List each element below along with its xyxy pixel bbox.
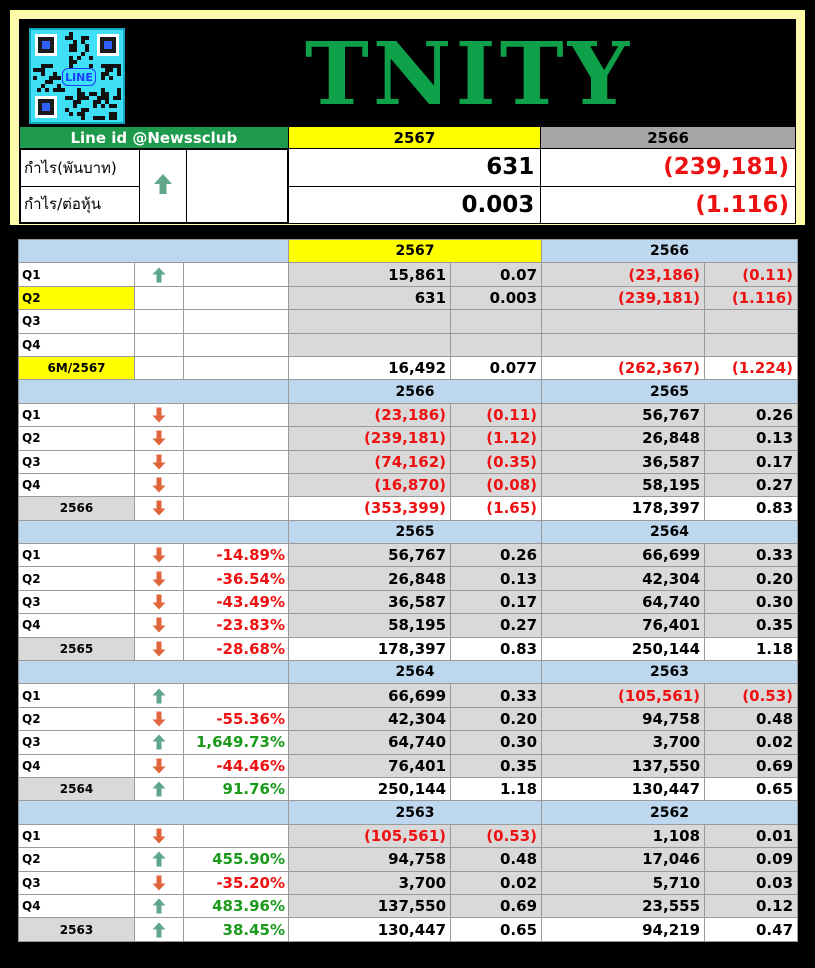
arrow-up-icon <box>152 851 166 867</box>
arrow-up-icon <box>153 180 173 199</box>
eps-previous-cell <box>705 333 798 356</box>
profit-previous-cell: 23,555 <box>542 894 705 917</box>
trend-cell <box>135 614 184 637</box>
table-row <box>19 356 798 379</box>
summary-empty-cell <box>187 150 288 223</box>
table-row <box>19 848 798 871</box>
yoy-change-cell <box>184 824 289 847</box>
eps-current-cell: 0.17 <box>451 590 542 613</box>
eps-previous-cell: 0.30 <box>705 590 798 613</box>
yoy-change-cell: -28.68% <box>184 637 289 660</box>
table-row <box>19 754 798 777</box>
eps-previous-cell: 0.03 <box>705 871 798 894</box>
section-header-spacer <box>19 661 289 684</box>
arrow-down-icon <box>152 547 166 563</box>
yoy-change-cell <box>184 497 289 520</box>
period-label: Q4 <box>19 754 135 777</box>
line-qr-code[interactable] <box>29 28 125 124</box>
arrow-down-icon <box>152 641 166 657</box>
profit-previous-cell <box>542 333 705 356</box>
eps-previous-cell: 0.47 <box>705 918 798 941</box>
period-label: Q2 <box>19 427 135 450</box>
qr-corner-marker <box>35 34 57 56</box>
trend-cell <box>135 918 184 941</box>
period-label: Q1 <box>19 544 135 567</box>
qr-corner-marker <box>35 96 57 118</box>
table-row <box>19 450 798 473</box>
eps-current-cell: 0.003 <box>451 286 542 309</box>
section-header-row <box>19 380 798 403</box>
yoy-change-cell: 483.96% <box>184 894 289 917</box>
eps-current-cell: 0.48 <box>451 848 542 871</box>
summary-trend-cell <box>140 150 187 223</box>
profit-current-cell: (105,561) <box>289 824 451 847</box>
eps-current-cell: 0.69 <box>451 894 542 917</box>
section-year-previous: 2562 <box>542 801 798 824</box>
arrow-down-icon <box>152 617 166 633</box>
summary-year-previous: 2566 <box>541 127 796 149</box>
eps-current-cell: 1.18 <box>451 777 542 800</box>
eps-current-cell: 0.20 <box>451 707 542 730</box>
eps-previous-cell: (1.116) <box>705 286 798 309</box>
profit-current-cell: 58,195 <box>289 614 451 637</box>
eps-previous-cell: 0.83 <box>705 497 798 520</box>
section-year-previous: 2566 <box>542 240 798 263</box>
profit-previous-cell: 66,699 <box>542 544 705 567</box>
eps-previous-cell: (0.11) <box>705 263 798 286</box>
arrow-down-icon <box>152 594 166 610</box>
eps-current-cell: 0.83 <box>451 637 542 660</box>
profit-previous-cell: 26,848 <box>542 427 705 450</box>
profit-current-cell: (16,870) <box>289 473 451 496</box>
yoy-change-cell <box>184 450 289 473</box>
table-row <box>19 310 798 333</box>
profit-previous-cell: 76,401 <box>542 614 705 637</box>
profit-current-cell: 15,861 <box>289 263 451 286</box>
trend-cell <box>135 848 184 871</box>
profit-current-cell: (74,162) <box>289 450 451 473</box>
eps-previous-cell: 0.65 <box>705 777 798 800</box>
section-header-spacer <box>19 380 289 403</box>
profit-previous-cell: 94,758 <box>542 707 705 730</box>
eps-label: กำไร/ต่อหุ้น <box>21 186 140 223</box>
yoy-change-cell: -55.36% <box>184 707 289 730</box>
line-logo-badge: LINE <box>62 68 96 86</box>
header-panel <box>10 10 805 225</box>
profit-current-cell: 178,397 <box>289 637 451 660</box>
eps-current-cell: 0.02 <box>451 871 542 894</box>
eps-previous-cell: 0.35 <box>705 614 798 637</box>
section-year-current: 2566 <box>289 380 542 403</box>
arrow-up-icon <box>152 922 166 938</box>
eps-previous-cell: 0.01 <box>705 824 798 847</box>
profit-previous-cell: 130,447 <box>542 777 705 800</box>
arrow-down-icon <box>152 828 166 844</box>
eps-current-cell <box>451 310 542 333</box>
profit-previous-cell: 250,144 <box>542 637 705 660</box>
arrow-down-icon <box>152 571 166 587</box>
period-label: Q1 <box>19 824 135 847</box>
yoy-change-cell: 455.90% <box>184 848 289 871</box>
period-label: Q2 <box>19 567 135 590</box>
trend-cell <box>135 310 184 333</box>
trend-cell <box>135 731 184 754</box>
profit-previous-cell: (105,561) <box>542 684 705 707</box>
profit-current-cell <box>289 333 451 356</box>
profit-current-cell: (23,186) <box>289 403 451 426</box>
yoy-change-cell <box>184 333 289 356</box>
section-header-row <box>19 801 798 824</box>
profit-previous-cell: 58,195 <box>542 473 705 496</box>
profit-current-cell: 250,144 <box>289 777 451 800</box>
table-row <box>19 544 798 567</box>
eps-previous-cell: 0.48 <box>705 707 798 730</box>
arrow-up-icon <box>152 267 166 283</box>
eps-current-value: 0.003 <box>288 186 541 224</box>
summary-labels-cell <box>20 149 289 224</box>
arrow-down-icon <box>152 407 166 423</box>
eps-current-cell: 0.26 <box>451 544 542 567</box>
yoy-change-cell <box>184 427 289 450</box>
eps-previous-cell: 0.33 <box>705 544 798 567</box>
trend-cell <box>135 263 184 286</box>
profit-current-cell: 137,550 <box>289 894 451 917</box>
profit-previous-cell: 56,767 <box>542 403 705 426</box>
profit-previous-cell: 94,219 <box>542 918 705 941</box>
profit-current-value: 631 <box>288 149 541 187</box>
eps-previous-cell: 0.20 <box>705 567 798 590</box>
yoy-change-cell: 91.76% <box>184 777 289 800</box>
yoy-change-cell <box>184 310 289 333</box>
period-label: Q1 <box>19 263 135 286</box>
trend-cell <box>135 684 184 707</box>
table-row <box>19 590 798 613</box>
profit-current-cell: 130,447 <box>289 918 451 941</box>
eps-previous-cell: (0.53) <box>705 684 798 707</box>
yoy-change-cell <box>184 356 289 379</box>
profit-previous-cell: 1,108 <box>542 824 705 847</box>
eps-previous-cell: 0.13 <box>705 427 798 450</box>
trend-cell <box>135 824 184 847</box>
table-row <box>19 263 798 286</box>
table-row <box>19 403 798 426</box>
table-row <box>19 497 798 520</box>
table-row <box>19 333 798 356</box>
eps-previous-cell: 0.69 <box>705 754 798 777</box>
arrow-down-icon <box>152 711 166 727</box>
table-row <box>19 427 798 450</box>
table-row <box>19 731 798 754</box>
section-year-current: 2565 <box>289 520 542 543</box>
profit-previous-cell: 178,397 <box>542 497 705 520</box>
section-header-spacer <box>19 240 289 263</box>
arrow-up-icon <box>152 898 166 914</box>
section-header-row <box>19 661 798 684</box>
profit-previous-cell: 17,046 <box>542 848 705 871</box>
table-row <box>19 871 798 894</box>
period-label: Q2 <box>19 848 135 871</box>
section-year-current: 2567 <box>289 240 542 263</box>
profit-current-cell: 56,767 <box>289 544 451 567</box>
profit-previous-cell: 137,550 <box>542 754 705 777</box>
trend-cell <box>135 450 184 473</box>
period-label: Q4 <box>19 333 135 356</box>
trend-cell <box>135 333 184 356</box>
profit-current-cell: 26,848 <box>289 567 451 590</box>
eps-current-cell: 0.30 <box>451 731 542 754</box>
table-row <box>19 777 798 800</box>
arrow-down-icon <box>152 430 166 446</box>
table-row <box>19 473 798 496</box>
period-label: Q3 <box>19 731 135 754</box>
trend-cell <box>135 427 184 450</box>
eps-current-cell: 0.27 <box>451 614 542 637</box>
table-row <box>19 614 798 637</box>
table-row <box>19 286 798 309</box>
period-label: 2566 <box>19 497 135 520</box>
profit-previous-cell: 36,587 <box>542 450 705 473</box>
period-label: 6M/2567 <box>19 356 135 379</box>
profit-previous-cell: 64,740 <box>542 590 705 613</box>
eps-previous-cell: 0.02 <box>705 731 798 754</box>
trend-cell <box>135 754 184 777</box>
profit-previous-cell: (23,186) <box>542 263 705 286</box>
eps-previous-cell: 0.27 <box>705 473 798 496</box>
trend-cell <box>135 544 184 567</box>
eps-previous-cell: 0.12 <box>705 894 798 917</box>
period-label: Q1 <box>19 684 135 707</box>
arrow-down-icon <box>152 758 166 774</box>
profit-previous-cell <box>542 310 705 333</box>
section-header-row <box>19 520 798 543</box>
eps-current-cell <box>451 333 542 356</box>
eps-current-cell: (0.35) <box>451 450 542 473</box>
trend-cell <box>135 473 184 496</box>
period-label: Q3 <box>19 310 135 333</box>
profit-previous-value: (239,181) <box>541 149 796 187</box>
section-header-row <box>19 240 798 263</box>
section-year-previous: 2565 <box>542 380 798 403</box>
eps-previous-value: (1.116) <box>541 186 796 224</box>
arrow-up-icon <box>152 688 166 704</box>
yoy-change-cell: -14.89% <box>184 544 289 567</box>
trend-cell <box>135 871 184 894</box>
trend-cell <box>135 894 184 917</box>
table-row <box>19 918 798 941</box>
eps-previous-cell <box>705 310 798 333</box>
eps-previous-cell: 1.18 <box>705 637 798 660</box>
eps-current-cell: 0.35 <box>451 754 542 777</box>
period-label: Q3 <box>19 871 135 894</box>
period-label: 2565 <box>19 637 135 660</box>
eps-current-cell: (0.11) <box>451 403 542 426</box>
profit-current-cell: 66,699 <box>289 684 451 707</box>
table-row <box>19 894 798 917</box>
profit-current-cell <box>289 310 451 333</box>
profit-current-cell: 16,492 <box>289 356 451 379</box>
period-label: Q4 <box>19 473 135 496</box>
trend-cell <box>135 637 184 660</box>
table-row <box>19 567 798 590</box>
eps-current-cell: 0.13 <box>451 567 542 590</box>
yoy-change-cell <box>184 286 289 309</box>
profit-current-cell: 631 <box>289 286 451 309</box>
profit-current-cell: 42,304 <box>289 707 451 730</box>
section-header-spacer <box>19 520 289 543</box>
eps-previous-cell: 0.09 <box>705 848 798 871</box>
section-year-previous: 2564 <box>542 520 798 543</box>
trend-cell <box>135 707 184 730</box>
brand-title: TNITY <box>304 24 634 125</box>
yoy-change-cell: -44.46% <box>184 754 289 777</box>
arrow-down-icon <box>152 875 166 891</box>
eps-current-cell: 0.65 <box>451 918 542 941</box>
profit-current-cell: 64,740 <box>289 731 451 754</box>
profit-previous-cell: 3,700 <box>542 731 705 754</box>
trend-cell <box>135 777 184 800</box>
table-row <box>19 707 798 730</box>
table-row <box>19 684 798 707</box>
qr-corner-marker <box>97 34 119 56</box>
period-label: 2563 <box>19 918 135 941</box>
period-label: Q2 <box>19 707 135 730</box>
period-label: Q3 <box>19 590 135 613</box>
profit-previous-cell: 5,710 <box>542 871 705 894</box>
period-label: Q2 <box>19 286 135 309</box>
trend-cell <box>135 286 184 309</box>
eps-current-cell: (1.12) <box>451 427 542 450</box>
profit-current-cell: (239,181) <box>289 427 451 450</box>
line-id-label[interactable]: Line id @Newssclub <box>20 127 289 149</box>
summary-year-current: 2567 <box>288 127 541 149</box>
section-header-spacer <box>19 801 289 824</box>
profit-previous-cell: (239,181) <box>542 286 705 309</box>
quarterly-results-table <box>18 239 798 942</box>
yoy-change-cell <box>184 473 289 496</box>
yoy-change-cell: 1,649.73% <box>184 731 289 754</box>
period-label: Q1 <box>19 403 135 426</box>
trend-cell <box>135 356 184 379</box>
yoy-change-cell: -43.49% <box>184 590 289 613</box>
section-year-current: 2563 <box>289 801 542 824</box>
eps-current-cell: (0.53) <box>451 824 542 847</box>
yoy-change-cell: -36.54% <box>184 567 289 590</box>
profit-current-cell: 76,401 <box>289 754 451 777</box>
eps-current-cell: 0.07 <box>451 263 542 286</box>
profit-current-cell: 3,700 <box>289 871 451 894</box>
eps-current-cell: (0.08) <box>451 473 542 496</box>
header-inner <box>19 19 796 216</box>
arrow-down-icon <box>152 500 166 516</box>
table-row <box>19 824 798 847</box>
eps-previous-cell: 0.26 <box>705 403 798 426</box>
section-year-current: 2564 <box>289 661 542 684</box>
eps-current-cell: 0.077 <box>451 356 542 379</box>
yoy-change-cell: 38.45% <box>184 918 289 941</box>
eps-current-cell: 0.33 <box>451 684 542 707</box>
trend-cell <box>135 590 184 613</box>
eps-previous-cell: (1.224) <box>705 356 798 379</box>
profit-current-cell: 36,587 <box>289 590 451 613</box>
profit-label: กำไร(พันบาท) <box>21 150 140 187</box>
period-label: Q3 <box>19 450 135 473</box>
summary-table <box>19 126 796 224</box>
profit-current-cell: 94,758 <box>289 848 451 871</box>
yoy-change-cell <box>184 263 289 286</box>
trend-cell <box>135 403 184 426</box>
yoy-change-cell <box>184 684 289 707</box>
period-label: Q4 <box>19 614 135 637</box>
yoy-change-cell <box>184 403 289 426</box>
yoy-change-cell: -23.83% <box>184 614 289 637</box>
arrow-up-icon <box>152 781 166 797</box>
yoy-change-cell: -35.20% <box>184 871 289 894</box>
trend-cell <box>135 567 184 590</box>
arrow-up-icon <box>152 734 166 750</box>
profit-previous-cell: 42,304 <box>542 567 705 590</box>
period-label: Q4 <box>19 894 135 917</box>
profit-previous-cell: (262,367) <box>542 356 705 379</box>
section-year-previous: 2563 <box>542 661 798 684</box>
profit-current-cell: (353,399) <box>289 497 451 520</box>
table-row <box>19 637 798 660</box>
period-label: 2564 <box>19 777 135 800</box>
eps-previous-cell: 0.17 <box>705 450 798 473</box>
eps-current-cell: (1.65) <box>451 497 542 520</box>
arrow-down-icon <box>152 454 166 470</box>
trend-cell <box>135 497 184 520</box>
arrow-down-icon <box>152 477 166 493</box>
